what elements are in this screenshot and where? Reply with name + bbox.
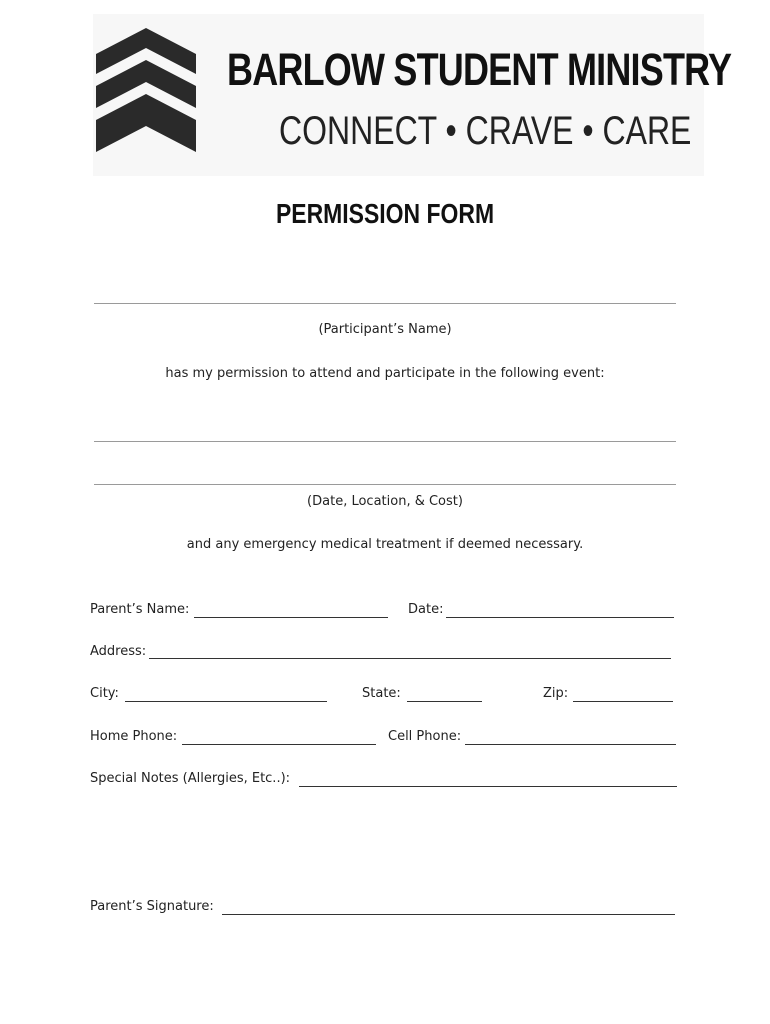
parent-name-field[interactable] xyxy=(194,617,388,618)
org-name: BARLOW STUDENT MINISTRY xyxy=(227,44,732,95)
special-notes-field[interactable] xyxy=(299,786,677,787)
parent-name-label: Parent’s Name: xyxy=(90,602,190,617)
tagline: CONNECT • CRAVE • CARE xyxy=(279,109,692,153)
date-label: Date: xyxy=(408,602,444,617)
header-banner xyxy=(93,14,732,176)
cell-phone-field[interactable] xyxy=(465,744,676,745)
state-label: State: xyxy=(362,686,401,701)
signature-label: Parent’s Signature: xyxy=(90,899,214,914)
home-phone-field[interactable] xyxy=(182,744,376,745)
city-label: City: xyxy=(90,686,119,701)
city-field[interactable] xyxy=(125,701,327,702)
treatment-text: and any emergency medical treatment if deemed necessary. xyxy=(186,537,584,552)
state-field[interactable] xyxy=(407,701,482,702)
participant-name-line[interactable] xyxy=(94,303,676,304)
date-field[interactable] xyxy=(446,617,674,618)
cell-phone-label: Cell Phone: xyxy=(388,729,462,744)
chevron-stack-icon xyxy=(96,28,196,152)
participant-caption: (Participant’s Name) xyxy=(318,322,452,337)
permission-text: has my permission to attend and participate in the following event: xyxy=(165,366,605,381)
special-notes-label: Special Notes (Allergies, Etc..): xyxy=(90,771,291,786)
zip-label: Zip: xyxy=(543,686,569,701)
address-label: Address: xyxy=(90,644,147,659)
event-line-1[interactable] xyxy=(94,441,676,442)
zip-field[interactable] xyxy=(573,701,673,702)
home-phone-label: Home Phone: xyxy=(90,729,178,744)
signature-field[interactable] xyxy=(222,914,675,915)
event-line-2[interactable] xyxy=(94,484,676,485)
address-field[interactable] xyxy=(149,658,671,659)
event-caption: (Date, Location, & Cost) xyxy=(307,494,463,509)
form-title: PERMISSION FORM xyxy=(275,198,495,229)
